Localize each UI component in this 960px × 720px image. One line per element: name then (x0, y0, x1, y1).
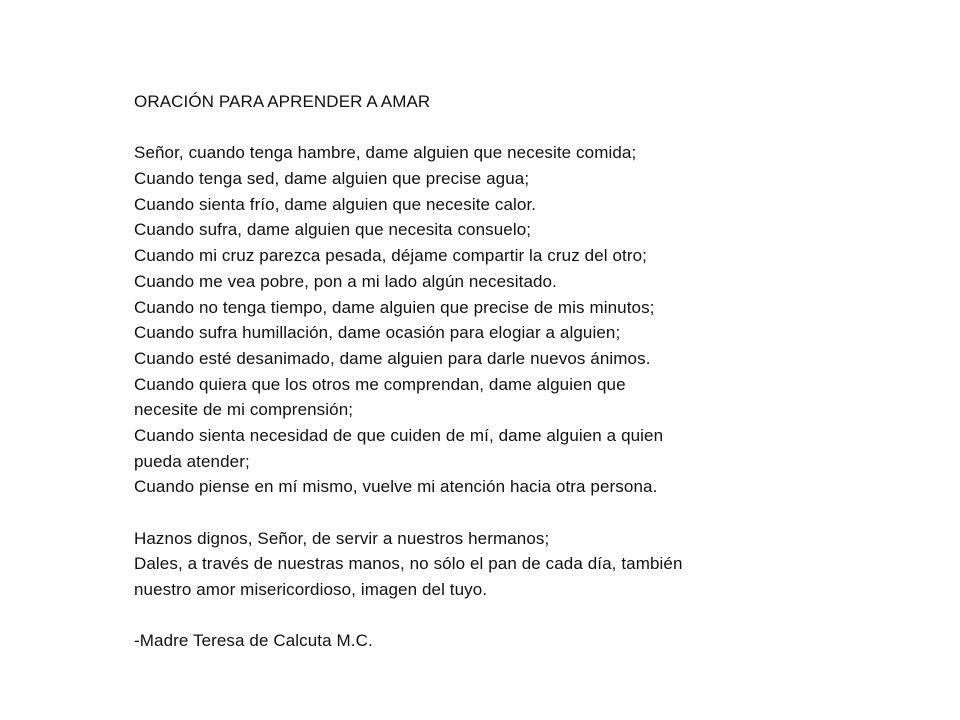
prayer-line: Cuando tenga sed, dame alguien que precise agua; (134, 169, 530, 189)
prayer-line: Cuando esté desanimado, dame alguien para darle nuevos ánimos. (134, 348, 651, 368)
prayer-line: Cuando mi cruz parezca pesada, déjame compartir la cruz del otro; (134, 246, 647, 266)
prayer-line: Señor, cuando tenga hambre, dame alguien que necesite comida; (134, 143, 637, 163)
prayer-line: Cuando sienta frío, dame alguien que necesite calor. (134, 194, 537, 214)
closing-line: nuestro amor misericordioso, imagen del tuyo. (134, 580, 488, 600)
prayer-title: ORACIÓN PARA APRENDER A AMAR (134, 92, 431, 111)
prayer-line: Cuando me vea pobre, pon a mi lado algún necesitado. (134, 271, 557, 291)
blank-line (134, 603, 934, 629)
prayer-line: necesite de mi comprensión; (134, 400, 354, 420)
prayer-line: pueda atender; (134, 451, 250, 471)
prayer-line: Cuando sienta necesidad de que cuiden de mí, dame alguien a quien (134, 425, 664, 445)
blank-line (134, 115, 934, 141)
signature: -Madre Teresa de Calcuta M.C. (134, 631, 373, 651)
prayer-line: Cuando sufra, dame alguien que necesita consuelo; (134, 220, 532, 240)
prayer-line: Cuando sufra humillación, dame ocasión para elogiar a alguien; (134, 323, 621, 343)
prayer-line: Cuando quiera que los otros me comprendan, dame alguien que (134, 374, 626, 394)
prayer-line: Cuando piense en mí mismo, vuelve mi atención hacia otra persona. (134, 477, 658, 497)
blank-line (134, 500, 934, 526)
closing-line: Haznos dignos, Señor, de servir a nuestros hermanos; (134, 528, 550, 548)
prayer-text-block (134, 89, 934, 654)
closing-line: Dales, a través de nuestras manos, no sólo el pan de cada día, también (134, 554, 683, 574)
prayer-line: Cuando no tenga tiempo, dame alguien que precise de mis minutos; (134, 297, 655, 317)
